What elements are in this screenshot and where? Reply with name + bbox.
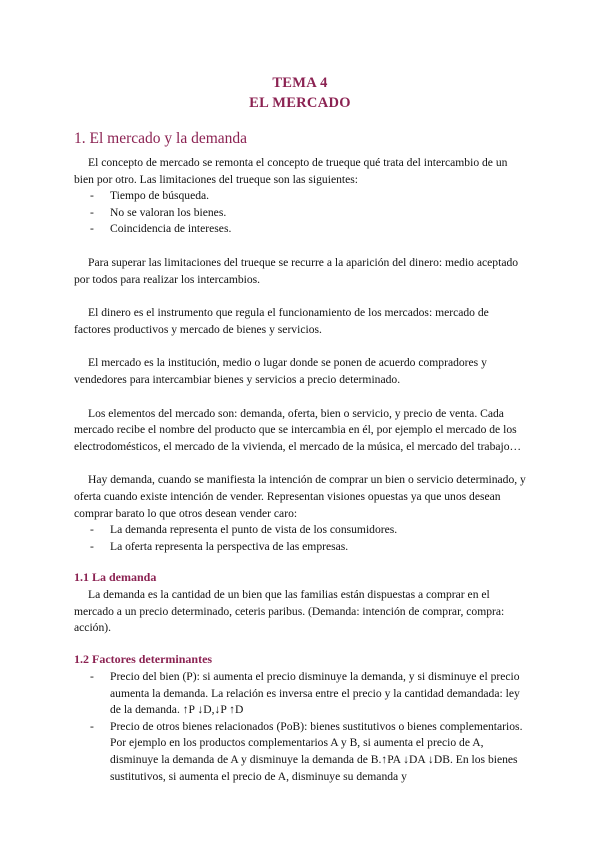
list-item: - La oferta representa la perspectiva de las empresas. bbox=[88, 539, 526, 556]
paragraph: Hay demanda, cuando se manifiesta la intención de comprar un bien o servicio determinado, y oferta cuando existe intención de vender. Representan visiones opuestas ya que unos desean comprar barato lo que otros desean vender caro: bbox=[74, 473, 526, 520]
bullet-list-factores bbox=[74, 669, 526, 785]
bullet-list-trueque bbox=[74, 188, 526, 238]
list-item: - Precio de otros bienes relacionados (PoB): bienes sustitutivos o bienes complementarios. Por ejemplo en los productos complementarios A y B, si aumenta el precio de A, disminuye la demanda de A y disminuye la demanda de B.↑PA ↓DA ↓DB. En los bienes sustitutivos, si aumenta el precio de A, disminuye su demanda y bbox=[88, 719, 526, 785]
section-heading-1: 1. El mercado y la demanda bbox=[74, 130, 248, 147]
section-heading-1-2: 1.2 Factores determinantes bbox=[74, 652, 213, 667]
paragraph: Los elementos del mercado son: demanda, oferta, bien o servicio, y precio de venta. Cada mercado recibe el nombre del producto que se intercambia en él, por ejemplo el mercado de los electrodomésticos, el mercado de la vivienda, el mercado de la música, el mercado del trabajo… bbox=[74, 406, 522, 453]
document-title bbox=[74, 73, 526, 113]
paragraph: Para superar las limitaciones del trueque se recurre a la aparición del dinero: medio aceptado por todos para realizar los intercambios. bbox=[74, 255, 519, 286]
list-item: - La demanda representa el punto de vista de los consumidores. bbox=[88, 522, 526, 539]
section-heading-1-1: 1.1 La demanda bbox=[74, 570, 157, 585]
list-item: - Precio del bien (P): si aumenta el precio disminuye la demanda, y si disminuye el precio aumenta la demanda. La relación es inversa entre el precio y la cantidad demandada: ley de la demanda. ↑P ↓D,↓P ↑D bbox=[88, 669, 526, 719]
paragraph: El concepto de mercado se remonta el concepto de trueque qué trata del intercambio de un bien por otro. Las limitaciones del trueque son las siguientes: bbox=[74, 156, 508, 186]
title-line-1: TEMA 4 bbox=[272, 75, 328, 91]
paragraph: El mercado es la institución, medio o lugar donde se ponen de acuerdo compradores y vendedores para intercambiar bienes y servicios a precio determinado. bbox=[74, 356, 487, 386]
title-line-2: EL MERCADO bbox=[249, 95, 351, 111]
paragraph: La demanda es la cantidad de un bien que las familias están dispuestas a comprar en el mercado a un precio determinado, ceteris paribus. (Demanda: intención de comprar, compra: acción). bbox=[74, 588, 505, 635]
bullet-list-visiones bbox=[74, 522, 526, 555]
list-item: - Coincidencia de intereses. bbox=[88, 221, 526, 238]
list-item: - Tiempo de búsqueda. bbox=[88, 188, 526, 205]
list-item: - No se valoran los bienes. bbox=[88, 205, 526, 222]
paragraph: El dinero es el instrumento que regula el funcionamiento de los mercados: mercado de factores productivos y mercado de bienes y servicios. bbox=[74, 306, 489, 336]
